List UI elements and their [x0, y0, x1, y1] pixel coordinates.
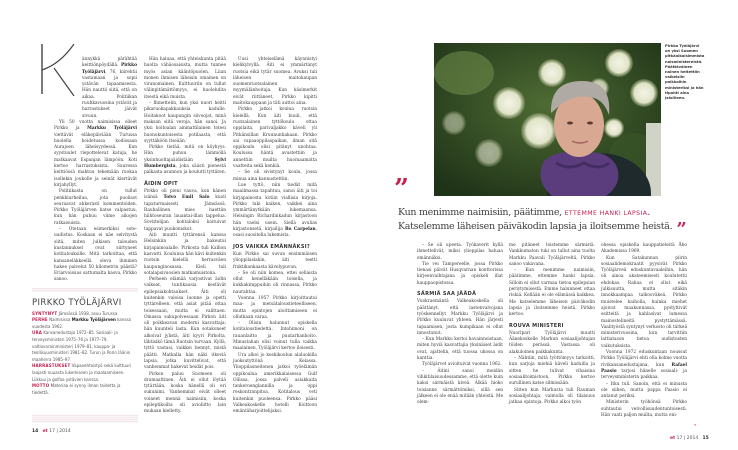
- issue-number: 17 | 2014: [49, 429, 71, 434]
- paragraph: Vuonna 1957 Pirkko kirjoittautui maa- ja metsätaloustieteelliseen, mutta opintojen aloittamiseen ei ollutkaan varaa.: [233, 295, 317, 320]
- page-number: 15: [702, 436, 709, 441]
- paragraph: me pitäneet toistemme särmistä. Vankkumaton tuki on tullut aina tuolta Markku Paavali Työläjärveltä, Pirkko sanoo vakavana.: [509, 243, 595, 267]
- factbox-row-family: [32, 317, 138, 330]
- text: ännykkä pärähtää keittiönpöydällä.: [82, 57, 137, 69]
- person-name: Bo Carpelan: [285, 227, 316, 233]
- page-number: 14: [32, 429, 39, 434]
- paragraph: Perheen elämää varjostivat äidin vaikeat, tuntikausia kestävät epilepsiakohtaukset. Äiti oli kuitenkin valoisa luonne ja opetti tyttärelleen, että asiat pitää ottaa toisessaan, mutta ei valittaen. Omassa sukupolvessaan Pirkon äiti oli poikkeavan moderni kasvattaja: hän kuunteli lasta. Kun sotakoneet alkoivat jylistä, äiti kyyri Pirkolta, lähtisikö tämä Ruotsin turvaan. Kyllä, tyttö vastasi, vaikkei tiennyt, mistä päätti. Matkalla hän näki itkeviä lapsia, jotka kuvittelivat, että vanhemmat hakevat heidät pois.: [144, 277, 226, 371]
- paragraph: – Äitini sanoi meidän vihkitilaisuudessamme, että olette kuin kaksi särmäistä kiveä. Älkää hioko toisianne särmättömiksi, sillä sen jälkeen ei ole enää mitään yhteistä. Me olem-: [417, 368, 503, 406]
- factbox-text: Naimisissa: [49, 317, 72, 323]
- paragraph: Tie vei Tampereelle, jossa Pirkko tienasi päivät Husqvarnan konttorissa kirjeenvaihtajana ja opiskeli illat kauppaopistossa.: [417, 261, 503, 286]
- portrait-photo-illustration: [434, 43, 661, 196]
- paragraph: [144, 189, 226, 233]
- paragraph: Kun Satakunnan piirin sosiaalidemokraatit pyysivät Pirkko Työläjärveä eduskuntavaaleihin, hän oli ainoa akateemisesti koulutettu ehdokas. Rahaa ei ollut eikä julkisuutta, mutta sitäkin innokkaampaa talkooväkeä. Pirkko muistelee kaiholla, kuinka miehet ajoivat maakunnassa, pystyttivät esitteitä ja kahlasivat lumessa mainostelineitä pystyttämässä. Vaalityöstä syntynyt verkosto oli tärkeä ministerivuosina, kun tarvittiin lattiatason tietoa uudistusten vaikutuksista.: [601, 255, 687, 349]
- factbox-label: SYNTYNYT: [32, 310, 58, 316]
- issue-number: 17 | 2014: [676, 436, 699, 441]
- paragraph: Pirkko jatkoi koulua ruotsin kielellä. Kun äiti kuuli, että ruotsalainen tyttökoulu ottaa oppilaita, parivaljakko käveli yli Pitkänsillan Kruununhakaan. Pirkko sai vapaaoppilaspaikan, ilman sitä oppikoulu olisi pitänyt unohtaa. Koulussa häntä avustettiin ja annettiin muilta huomaamatta vaatteita sekä kenkiä.: [233, 107, 317, 170]
- pull-quote-text: Katselemme läheisen päiväkodin lapsia ja iloitsemme heistä.: [398, 221, 673, 232]
- left-folio: [32, 429, 71, 434]
- article-column-1: [54, 57, 137, 284]
- text: Yli 50 vuotta naimisissa olleet Pirkko ja: [54, 119, 137, 132]
- text: kuoli tapaturmaisesti Jämsässä. Rauhallinen mies haettiin hiihtoseuran lauantai-illan tappelua. Sovittelijan kohtaloksi koituivat tappavat puukoniskut.: [144, 195, 227, 232]
- person-name: Sylvi Humbergista: [144, 157, 226, 170]
- paragraph: Pirkon paluu Suomeen oli dramaattinen. Äiti ei ollut löytää tytärtään, koska hänellä oli eri sukunimi. Vanhemmat eivät olleet voineet mennä naimisiin, koska epileptikoilta oli avioliitto lain mukaan kielletty.: [144, 371, 226, 415]
- continue-arrow-icon: »: [694, 422, 697, 427]
- person-name: Toivo Emil Salo: [163, 195, 210, 201]
- portrait-photo: [434, 43, 661, 196]
- factbox-text: kanssa vuodesta 1962.: [32, 317, 132, 329]
- paragraph: [601, 350, 687, 381]
- intro-paragraph: [82, 57, 137, 120]
- paragraph: – Otetaan esimerkiksi sote-uudistus. Koskaan ei näe selvitystä siitä, miten julkisen talouden kustannukset ovat siirtyneet kotitalouksille. Mitä tarkoittaa, että kansaneläkkeellä oleva ihminen hakee palvelut 50 kilometrin päästä? Eriarvoisuus sattumalta kasva, Pirkko sanoo.: [54, 227, 137, 283]
- factbox-row-born: [32, 311, 138, 318]
- subheading: ÄIDIN OPIT: [144, 180, 178, 187]
- paragraph: – Kun Markku kertoi havainnoistaan, miten hyviä kasvattajia yksinäiset äidit ovat, ajattelin, että tuossa ukossa on kanttia.: [417, 337, 503, 362]
- factbox-title: PIRKKO TYÖLÄJÄRVI: [32, 298, 122, 308]
- article-column-6: [601, 243, 687, 419]
- dropcap-letter: [0, 0, 1, 1]
- subheading: JOS VAIKKA EMÄNNÄKSI?: [233, 243, 311, 250]
- factbox-label: PERHE: [32, 317, 48, 323]
- pull-quote-text: .: [647, 207, 651, 218]
- paragraph: – Se oli upeeta. Työkaverit kyllä ihmettelivät, miksi ylioppilas haluaa emännäksi.: [417, 243, 503, 261]
- factbox-label: HARRASTUKSET: [32, 363, 71, 369]
- paragraph: Vuokraemäntä Valkeakoskella oli päättänyt, että lastenvalvojana työskennellyt Markku Työläjärvi ja Pirkko kuuluvat yhteen. Hän järjesti tapaamisen, josta kumpikaan ei ollut innostunut.: [417, 299, 503, 336]
- paragraph: Sitten kun Markusta tuli Rauman sosiaalijohtaja, vaimolla oli tilaisuus jatkaa opintoja. Pirkko alkoi työn: [509, 387, 595, 406]
- subheading: ROUVA MINISTERI: [509, 322, 564, 329]
- text: Pirkko oli pieni vauva, kun hänen isänsä: [144, 188, 226, 201]
- factbox-top-stripe: [32, 288, 138, 292]
- person-name: Rafael Paasio: [601, 362, 687, 374]
- person-name: Markku Työläjärvi: [87, 126, 137, 132]
- text: viettävät eläkepäiviään Turussa huolella hoidetussa kodissaan Aurajoen läheisyydessä. Kun syystuulet riepottelevat katuja, he matkaavat Espanjan lämpöön. Koti kertoo harrastuksista. Suuressa keittiössä mahtuu tekemään ruokaa isollekin joukolle ja seinät kiertävät kirjahyllyt.: [54, 132, 137, 188]
- paragraph: – Olisin halunnut opiskella kotitaloustiedettä. Intohimoni on rauanlaitto ja puutarhanhoito. Minustahan olisi voinut tulla vaikka maalainen, Työläjärvi kertoo iloisesti.: [233, 321, 317, 352]
- text: , joka säästi pienestä palkasta asunnon ja koulutti tyttären.: [144, 164, 226, 176]
- factbox-row-career: [32, 330, 138, 363]
- text: , 76, kiirehtii vastamaan ja sopii ystävän tapaamisesta. Hän nauttii siitä, että on aikaa. Politiikan ruuhkavuosina ystävät ja harrastukset jäivät sivuun.: [82, 69, 137, 119]
- factbox-text: Kansanedustaja 1972–85. Sosiaali- ja terveysministeri 1975–76 ja 1977–79, valtiovarainministeri 1979–81, kauppa- ja teollisuusministeri 1981–82. Turun ja Porin läänin maaherra 1985–97.: [32, 330, 131, 362]
- factbox-text: Vapaaehtoistyö sekä kulttuuri laajasti nuuasta lukemiseen ja maalaamiseen. Liikkuu ja golfaa ystävien kanssa.: [32, 363, 132, 382]
- paragraph: ohessa opiskella kauppatieteitä Åbo Akademissa 1969.: [601, 243, 687, 255]
- photo-caption: Pirkko Työläjärvi on yksi Suomen pitkäaikaisimmista naisministereistä. Päättäväinen nainen heitettiin valkeisiin paikkoihin ministeriksi ja hän tipahti aina jaloilleen.: [665, 44, 705, 101]
- paragraph: – Nähtiin, mitä työttömyys tarkoitti, kun sarjoja miehiä käveli kaduilla ja sitten he tulivat vihaisina sosiaalitoimistoon, Pirkko kertoo surullinen katse silmissään.: [509, 356, 595, 387]
- paragraph: [233, 183, 317, 240]
- text: Pirkko tietää, mitä on köyhyys. Hän puhuu lämmöllä yksinhuoltajaäidistään: [144, 145, 226, 163]
- pull-quote-highlight: ETTEMME HANKI LAPSIA: [564, 210, 648, 217]
- factbox-label: MOTTO: [32, 383, 50, 389]
- paragraph: – Kun menimme naimisiin, päätimme, ettemme hanki lapsia. Silloin ei ollut varmaa tietoa epilepsian periytymisestä. Emme halunneet ottaa riskiä. Kellään ei ole elämässä kaikkea. Me katselemme läheisen päiväkodin lapsia ja iloitsemme heistä, Pirkko kertoo.: [509, 268, 595, 318]
- magazine-logo: et: [42, 429, 48, 434]
- pull-quote: [398, 206, 698, 240]
- paragraph: – Ihmettelin, kun yksi nuori heitti pikaruokapakkauksia kadulle. Hoitakoot kaupungin siivoojat, minä maksan siitä veroja, hän sanoi. Ja yksi hoitoalan ammattilainen totesi huonokuntoisesta potilaasta, että syyttäköön itseään.: [144, 101, 226, 144]
- paragraph: [54, 120, 137, 189]
- article-column-5: [509, 243, 595, 406]
- factbox-row-hobbies: [32, 363, 138, 383]
- article-column-4: [417, 243, 503, 406]
- factbox-row-motto: [32, 383, 138, 396]
- text: Vuonna 1972 eduskuntaan noussut Pirkko Työläjärvi ehti olla kolme vuotta rivikansanedustajana, kun: [601, 350, 687, 368]
- factbox-text: Jämsässä 1938, asuu Turussa.: [58, 310, 119, 316]
- factbox-label: URA: [32, 330, 43, 336]
- paragraph: Äiti muutti tyttärensä kanssa Helsinkiin ja hakeutui kirjapainoalalle. Pirkosta tuli Kallion kasvatti. Koulunsa hän kävi kuitenkin ruotsin kielellä herrasväen kaupunginosassa. Kieli tuli sotalapsivuosien matkamuistona.: [144, 233, 226, 276]
- person-name: Pirkko Työläjärvi: [82, 63, 137, 75]
- paragraph: – Se oli niin komea, ettei sellaista ollut kenelläkään toisella, ja kukkakimppuihin oli rinnassa, Pirkko naurahtaa.: [233, 270, 317, 295]
- paragraph: Ura alkoi jo keskikoulun alaluokilla juoksutyttönä Kelassa. Ylioppilasneitonen jatkoi työelämän oppikoulua amerikkalaisessa Gulf Oilissa, jossa palveli asiakkaita tankeroenglannilla ja oppi reskontranpitoa. Kotitalous veti kuitenkin puoleensa. Pirkko pääsi Valkeakoskelle hotelli Koittoon emäntäharjoittelijaksi.: [233, 352, 317, 415]
- paragraph: Kun Pirkko sai suvun ensimmäisen ylioppilaslakin, äiti teetti fraktikankaasta kävelypuvun.: [233, 251, 317, 270]
- text: tarjosi hänelle sosiaali- ja terveysministerin paikkaa.: [601, 368, 687, 381]
- factbox-bottom-stripe: [32, 415, 138, 423]
- paragraph: Ministerin työhönsä Pirkko suhtautui velvollisuudentuntoisesti. Hän vaati paljon muilta, mutta eni-: [601, 400, 687, 419]
- paragraph: Uusi yhteiselämä käynnistyi kielikylvyllä. Äiti ei ymmärtänyt ruotsia eikä tytär suomea. Avuksi tuli läheisen maitokaupan suomenruotsalainen myymälänhoitaja. Kun käsimerkit eivät riittäneet, Pirkko kipitti maitokauppaan ja täti auttoi aina.: [233, 57, 317, 107]
- text: , osasi suositella lukemista.: [233, 227, 317, 239]
- paragraph: Työläjärvet avioituivat vuonna 1962.: [422, 362, 502, 368]
- magazine-logo: et: [670, 436, 676, 441]
- subheading: SÄRMIÄ SAA JÄÄDÄ: [417, 291, 477, 298]
- factbox-text: Materiaa ei synny ilman taidetta ja tiedettä.: [32, 383, 121, 395]
- pull-quote-text: Kun menimme naimisiin, päätimme,: [398, 207, 565, 218]
- person-name: Markku Työläjärven: [71, 317, 116, 323]
- paragraph: Nuoripari Työläjärvi muutti Äänekoskelle Markun sosiaalijohtajan töiden perässä. Vastassa oli alakuloinen paikkakunta.: [509, 330, 595, 355]
- article-column-2: [144, 57, 226, 416]
- article-column-3: [233, 57, 317, 416]
- quote-mark-icon: ”: [676, 219, 687, 240]
- quote-mark-icon: ”: [394, 174, 409, 204]
- factbox: [32, 300, 138, 396]
- text: Lue tyttö, niin tiedät mitä maailmassa tapahtuu, sanoi äiti ja toi kirjapainosta kotiin viallisia kirjoja. Pirkko luki kaiken, vaikkei aina ymmärtänytkään lukemaansa. Helsingin Richardinkadun kirjastoon hän vaelsi usein. Siellä avulias kirjastonsetä, kirjailija: [233, 182, 317, 233]
- paragraph: – Itku tuli. Sanoin, että ei minusta ole siihen, mutta pappa Paasio ei antanut periksi.: [601, 381, 687, 400]
- right-folio: [670, 436, 709, 441]
- paragraph: [144, 145, 226, 176]
- paragraph: Hän haluaa, että yhteiskunta pitää huolta vähäosaisista, mutta tunnee myös asian kääntöpuolen. Liian monen ihmisen läheisin omainen on viranomainen. Kulttuuriin on tullut välinpitämättömyys, ei huolehdita itsestä eikä muista.: [144, 57, 226, 100]
- paragraph: Politiikasta on tullut penkkiurheilua, jota puolisot seuraavat ahkerasti kommentoiden. Pirkko Työläjärven katse valpastuu, kun hän puhuu viime aikojen ratkaisuista.: [54, 189, 137, 226]
- paragraph: – Se oli sivistynyt koulu, jossa minua aina kannustettiin.: [233, 170, 317, 182]
